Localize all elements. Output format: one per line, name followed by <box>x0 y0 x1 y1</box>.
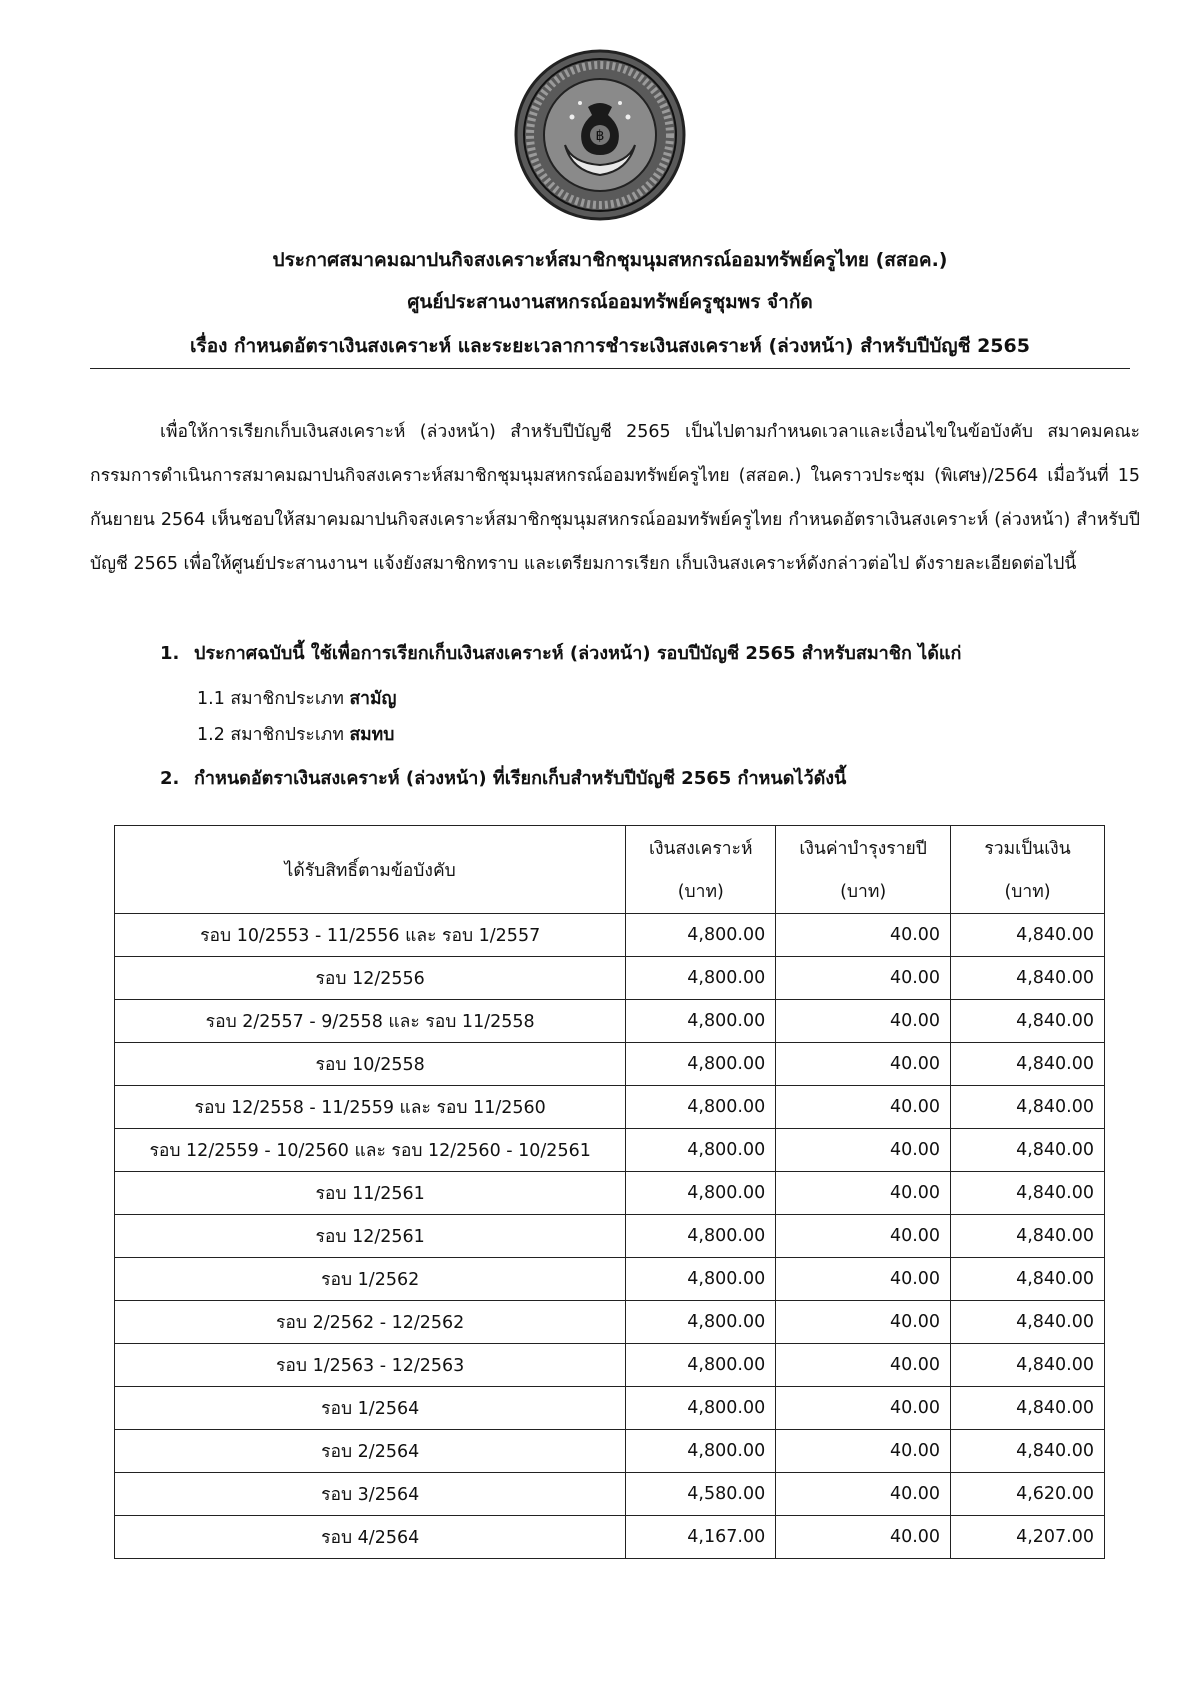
table-row <box>115 1387 1105 1430</box>
row-total-cell: 4,840.00 <box>951 1344 1105 1387</box>
header-subject: เรื่อง กำหนดอัตราเงินสงเคราะห์ และระยะเวลาการชำระเงินสงเคราะห์ (ล่วงหน้า) สำหรับปีบัญชี 2565 <box>190 335 1030 357</box>
svg-text:฿: ฿ <box>595 128 605 144</box>
row-fee-cell: 40.00 <box>776 1086 951 1129</box>
row-round-cell: รอบ 12/2556 <box>115 957 626 1000</box>
row-welfare-cell: 4,800.00 <box>626 1387 776 1430</box>
table-row <box>115 914 1105 957</box>
row-total-cell: 4,840.00 <box>951 1000 1105 1043</box>
row-fee-cell: 40.00 <box>776 1129 951 1172</box>
table-row <box>115 1129 1105 1172</box>
table-row <box>115 1258 1105 1301</box>
row-total-cell: 4,840.00 <box>951 1258 1105 1301</box>
row-fee-cell: 40.00 <box>776 914 951 957</box>
row-round-cell: รอบ 12/2561 <box>115 1215 626 1258</box>
row-total-cell: 4,840.00 <box>951 914 1105 957</box>
header-welfare-unit: (บาท) <box>626 870 776 914</box>
row-welfare-cell: 4,167.00 <box>626 1516 776 1559</box>
sub-item-1-1-type: สามัญ <box>349 689 397 709</box>
row-total-cell: 4,840.00 <box>951 1430 1105 1473</box>
item-1 <box>160 641 961 667</box>
intro-paragraph: เพื่อให้การเรียกเก็บเงินสงเคราะห์ (ล่วงหน้า) สำหรับปีบัญชี 2565 เป็นไปตามกำหนดเวลาและเงื่อนไขในข้อบังคับ สมาคมคณะกรรมการดำเนินการสมาคมฌาปนกิจสงเคราะห์สมาชิกชุมนุมสหกรณ์ออมทรัพย์ครูไทย (สสอค.) ในคราวประชุม (พิเศษ)/2564 เมื่อวันที่ 15 กันยายน 2564 เห็นชอบให้สมาคมฌาปนกิจสงเคราะห์สมาชิกชุมนุมสหกรณ์ออมทรัพย์ครูไทย กำหนดอัตราเงินสงเคราะห์ (ล่วงหน้า) สำหรับปีบัญชี 2565 เพื่อให้ศูนย์ประสานงานฯ แจ้งยังสมาชิกทราบ และเตรียมการเรียก เก็บเงินสงเคราะห์ดังกล่าวต่อไป ดังรายละเอียดต่อไปนี้ <box>90 422 1140 574</box>
row-fee-cell: 40.00 <box>776 1344 951 1387</box>
table-row <box>115 1086 1105 1129</box>
association-seal-icon <box>510 45 690 225</box>
row-fee-cell: 40.00 <box>776 1172 951 1215</box>
row-welfare-cell: 4,800.00 <box>626 1430 776 1473</box>
header-welfare: เงินสงเคราะห์ <box>626 826 776 870</box>
row-welfare-cell: 4,800.00 <box>626 1344 776 1387</box>
row-round-cell: รอบ 2/2562 - 12/2562 <box>115 1301 626 1344</box>
row-fee-cell: 40.00 <box>776 1387 951 1430</box>
item-1-number: 1. <box>160 643 180 664</box>
table-row <box>115 1430 1105 1473</box>
item-2 <box>160 766 846 792</box>
table-row <box>115 1516 1105 1559</box>
row-welfare-cell: 4,800.00 <box>626 1172 776 1215</box>
row-fee-cell: 40.00 <box>776 1301 951 1344</box>
row-total-cell: 4,840.00 <box>951 1387 1105 1430</box>
table-row <box>115 1172 1105 1215</box>
row-welfare-cell: 4,800.00 <box>626 1215 776 1258</box>
header-round: ได้รับสิทธิ์ตามข้อบังคับ <box>115 826 626 914</box>
sub-item-1-1 <box>197 686 396 712</box>
row-welfare-cell: 4,580.00 <box>626 1473 776 1516</box>
row-welfare-cell: 4,800.00 <box>626 1129 776 1172</box>
row-round-cell: รอบ 10/2553 - 11/2556 และ รอบ 1/2557 <box>115 914 626 957</box>
row-round-cell: รอบ 1/2562 <box>115 1258 626 1301</box>
row-welfare-cell: 4,800.00 <box>626 957 776 1000</box>
rates-table-body <box>115 914 1105 1559</box>
row-welfare-cell: 4,800.00 <box>626 914 776 957</box>
rates-table <box>114 825 1105 1559</box>
header-divider <box>90 368 1130 369</box>
header-total: รวมเป็นเงิน <box>951 826 1105 870</box>
row-round-cell: รอบ 1/2563 - 12/2563 <box>115 1344 626 1387</box>
row-welfare-cell: 4,800.00 <box>626 1000 776 1043</box>
row-total-cell: 4,840.00 <box>951 1172 1105 1215</box>
table-row <box>115 1344 1105 1387</box>
row-round-cell: รอบ 4/2564 <box>115 1516 626 1559</box>
table-row <box>115 1301 1105 1344</box>
item-1-text: ประกาศฉบับนี้ ใช้เพื่อการเรียกเก็บเงินสงเคราะห์ (ล่วงหน้า) รอบปีบัญชี 2565 สำหรับสมาชิก ได้แก่ <box>194 643 962 664</box>
row-fee-cell: 40.00 <box>776 1516 951 1559</box>
sub-item-1-1-prefix: 1.1 สมาชิกประเภท <box>197 689 344 709</box>
row-welfare-cell: 4,800.00 <box>626 1043 776 1086</box>
row-fee-cell: 40.00 <box>776 1000 951 1043</box>
row-welfare-cell: 4,800.00 <box>626 1086 776 1129</box>
header-fee: เงินค่าบำรุงรายปี <box>776 826 951 870</box>
table-row <box>115 1043 1105 1086</box>
row-round-cell: รอบ 12/2559 - 10/2560 และ รอบ 12/2560 - 10/2561 <box>115 1129 626 1172</box>
header-fee-unit: (บาท) <box>776 870 951 914</box>
sub-item-1-2 <box>197 722 394 748</box>
row-total-cell: 4,840.00 <box>951 1215 1105 1258</box>
item-2-number: 2. <box>160 768 180 789</box>
row-fee-cell: 40.00 <box>776 1258 951 1301</box>
row-round-cell: รอบ 11/2561 <box>115 1172 626 1215</box>
item-2-text: กำหนดอัตราเงินสงเคราะห์ (ล่วงหน้า) ที่เรียกเก็บสำหรับปีบัญชี 2565 กำหนดไว้ดังนี้ <box>194 768 847 789</box>
row-welfare-cell: 4,800.00 <box>626 1258 776 1301</box>
row-round-cell: รอบ 1/2564 <box>115 1387 626 1430</box>
row-welfare-cell: 4,800.00 <box>626 1301 776 1344</box>
row-round-cell: รอบ 12/2558 - 11/2559 และ รอบ 11/2560 <box>115 1086 626 1129</box>
row-fee-cell: 40.00 <box>776 1215 951 1258</box>
row-total-cell: 4,840.00 <box>951 1129 1105 1172</box>
row-fee-cell: 40.00 <box>776 1043 951 1086</box>
sub-item-1-2-prefix: 1.2 สมาชิกประเภท <box>197 725 344 745</box>
row-total-cell: 4,840.00 <box>951 957 1105 1000</box>
row-fee-cell: 40.00 <box>776 1473 951 1516</box>
row-round-cell: รอบ 2/2557 - 9/2558 และ รอบ 11/2558 <box>115 1000 626 1043</box>
header-line-1: ประกาศสมาคมฌาปนกิจสงเคราะห์สมาชิกชุมนุมสหกรณ์ออมทรัพย์ครูไทย (สสอค.) <box>272 249 948 271</box>
sub-item-1-2-type: สมทบ <box>349 725 395 745</box>
row-total-cell: 4,840.00 <box>951 1043 1105 1086</box>
row-round-cell: รอบ 10/2558 <box>115 1043 626 1086</box>
header-total-unit: (บาท) <box>951 870 1105 914</box>
row-round-cell: รอบ 2/2564 <box>115 1430 626 1473</box>
row-round-cell: รอบ 3/2564 <box>115 1473 626 1516</box>
table-row <box>115 1000 1105 1043</box>
row-total-cell: 4,620.00 <box>951 1473 1105 1516</box>
header-line-2: ศูนย์ประสานงานสหกรณ์ออมทรัพย์ครูชุมพร จำกัด <box>407 291 813 313</box>
row-total-cell: 4,840.00 <box>951 1301 1105 1344</box>
row-total-cell: 4,207.00 <box>951 1516 1105 1559</box>
row-fee-cell: 40.00 <box>776 1430 951 1473</box>
table-row <box>115 957 1105 1000</box>
row-fee-cell: 40.00 <box>776 957 951 1000</box>
table-row <box>115 1215 1105 1258</box>
table-row <box>115 1473 1105 1516</box>
row-total-cell: 4,840.00 <box>951 1086 1105 1129</box>
